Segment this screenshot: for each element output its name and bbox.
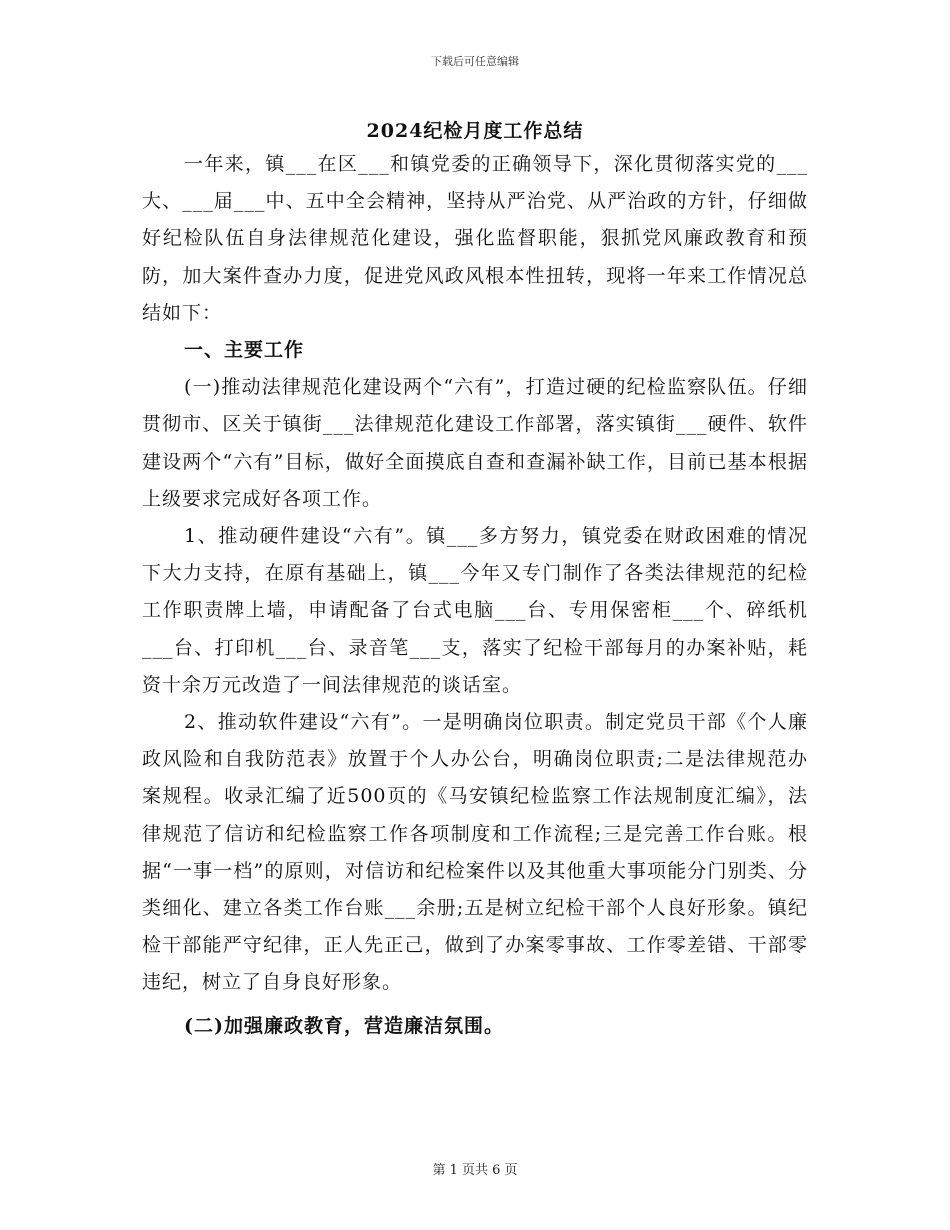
- intro-paragraph: 一年来，镇___在区___和镇党委的正确领导下，深化贯彻落实党的___大、___届___中、五中全会精神，坚持从严治党、从严治政的方针，仔细做好纪检队伍自身法律规范化建设，强化监督职能，狠抓党风廉政教育和预防，加大案件查办力度，促进党风政风根本性扭转，现将一年来工作情况总结如下：: [142, 153, 808, 324]
- document-title: 2024纪检月度工作总结: [366, 120, 584, 142]
- subsection-paragraph-1: (一)推动法律规范化建设两个“六有”，打造过硬的纪检监察队伍。仔细贯彻市、区关于镇街___法律规范化建设工作部署，落实镇街___硬件、软件建设两个“六有”目标，做好全面摸底自查和查漏补缺工作，目前已基本根据上级要求完成好各项工作。: [142, 376, 808, 510]
- software-paragraph: 2、推动软件建设“六有”。一是明确岗位职责。制定党员干部《个人廉政风险和自我防范表》放置于个人办公台，明确岗位职责;二是法律规范办案规程。收录汇编了近500页的《马安镇纪检监察工作法规制度汇编》，法律规范了信访和纪检监察工作各项制度和工作流程;三是完善工作台账。根据“一事一档”的原则，对信访和纪检案件以及其他重大事项能分门别类、分类细化、建立各类工作台账___余册;五是树立纪检干部个人良好形象。镇纪检干部能严守纪律，正人先正己，做到了办案零事故、工作零差错、干部零违纪，树立了自身良好形象。: [142, 711, 808, 994]
- subsection-heading-2: (二)加强廉政教育，营造廉洁氛围。: [184, 1014, 504, 1037]
- page-footer: 第 1 页共 6 页: [432, 1163, 518, 1178]
- document-body: [142, 146, 808, 1045]
- header-note: 下载后可任意编辑: [431, 55, 519, 68]
- hardware-paragraph: 1、推动硬件建设“六有”。镇___多方努力，镇党委在财政困难的情况下大力支持，在原有基础上，镇___今年又专门制作了各类法律规范的纪检工作职责牌上墙，申请配备了台式电脑___台、专用保密柜___个、碎纸机___台、打印机___台、录音笔___支，落实了纪检干部每月的办案补贴，耗资十余万元改造了一间法律规范的谈话室。: [142, 525, 808, 696]
- section-heading-main-work: 一、主要工作: [184, 339, 305, 362]
